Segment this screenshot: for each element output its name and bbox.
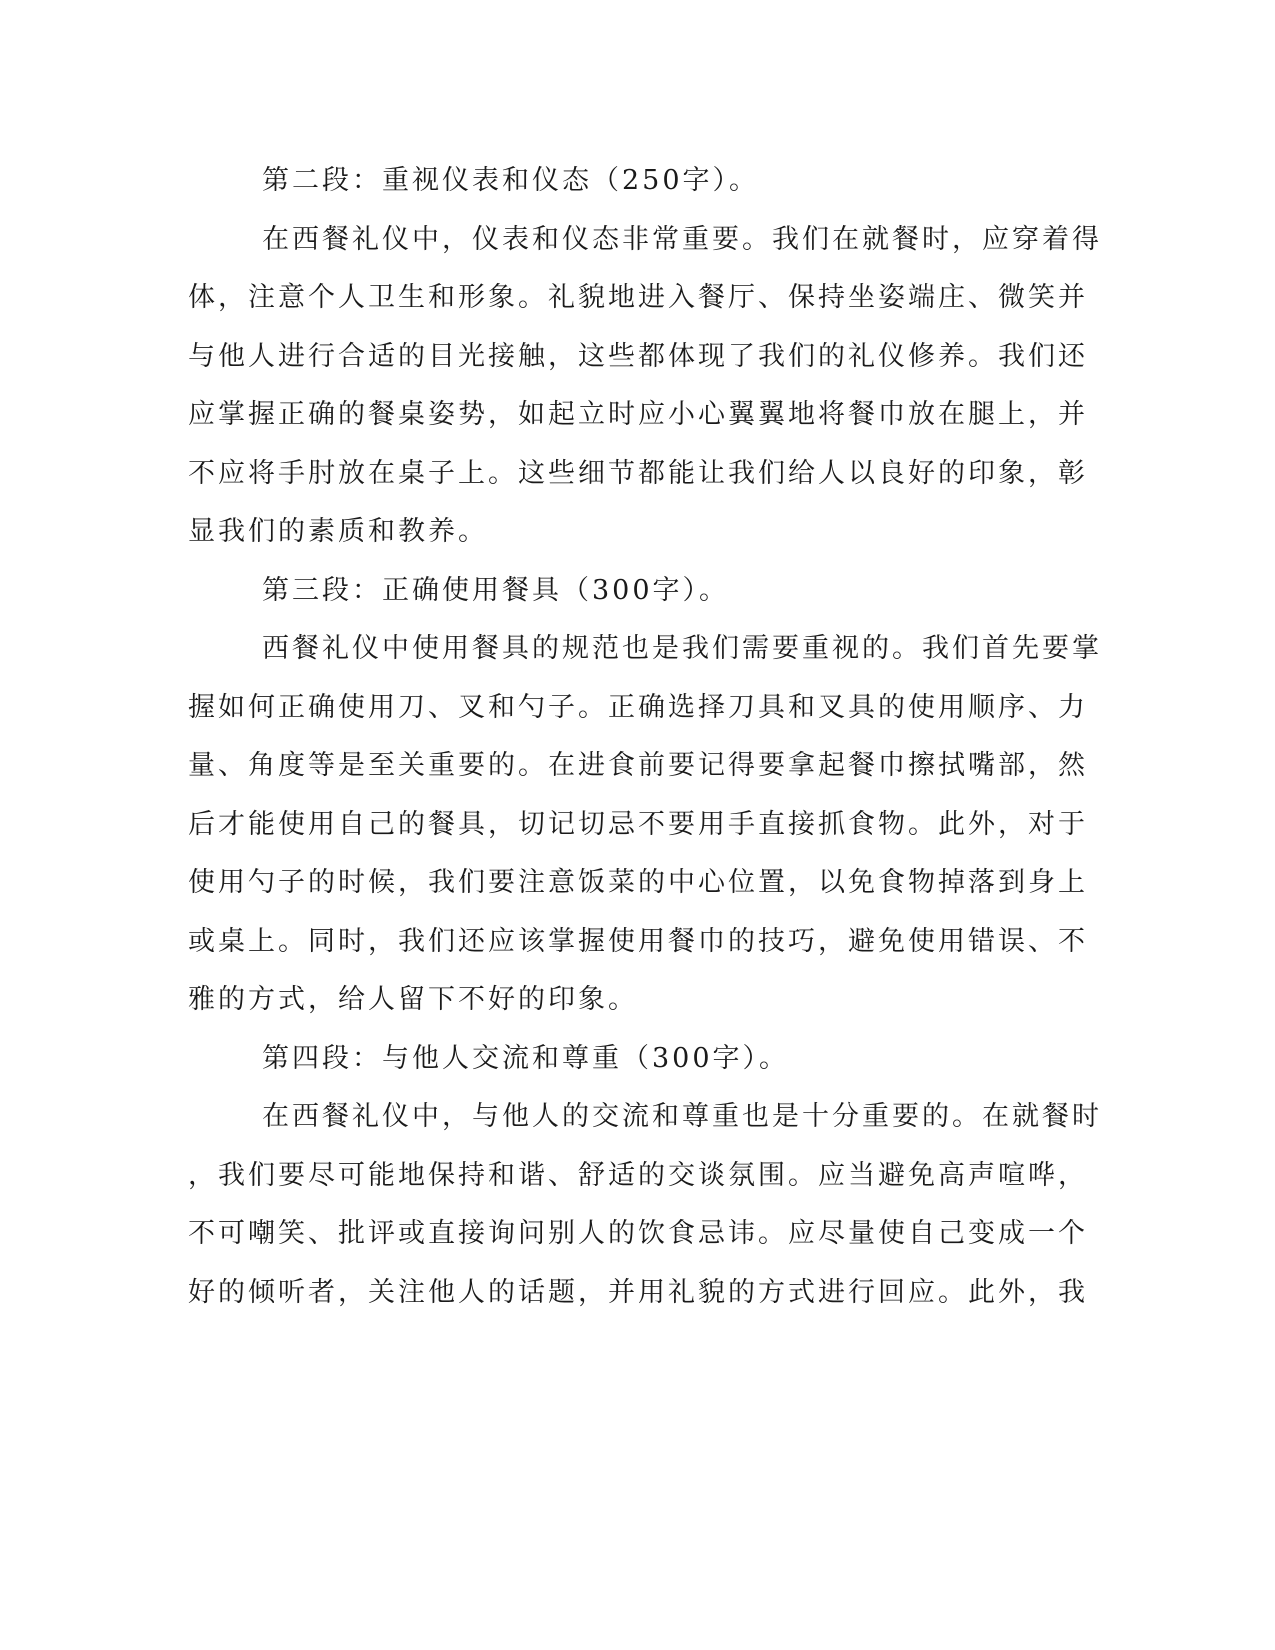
paragraph-line: 使用勺子的时候，我们要注意饭菜的中心位置，以免食物掉落到身上 <box>188 867 1088 898</box>
paragraph-line: 在西餐礼仪中，仪表和仪态非常重要。我们在就餐时，应穿着得 <box>262 224 1102 255</box>
paragraph-line: 应掌握正确的餐桌姿势，如起立时应小心翼翼地将餐巾放在腿上，并 <box>188 399 1088 430</box>
paragraph-line: 后才能使用自己的餐具，切记切忌不要用手直接抓食物。此外，对于 <box>188 809 1088 840</box>
section-heading-4: 第四段：与他人交流和尊重（300字）。 <box>262 1043 790 1074</box>
paragraph-line: 与他人进行合适的目光接触，这些都体现了我们的礼仪修养。我们还 <box>188 341 1088 372</box>
paragraph-line: 量、角度等是至关重要的。在进食前要记得要拿起餐巾擦拭嘴部，然 <box>188 750 1088 781</box>
paragraph-line: 体，注意个人卫生和形象。礼貌地进入餐厅、保持坐姿端庄、微笑并 <box>188 282 1088 313</box>
paragraph-line: 握如何正确使用刀、叉和勺子。正确选择刀具和叉具的使用顺序、力 <box>188 692 1088 723</box>
paragraph-line: 好的倾听者，关注他人的话题，并用礼貌的方式进行回应。此外，我 <box>188 1277 1088 1308</box>
paragraph-line: 不应将手肘放在桌子上。这些细节都能让我们给人以良好的印象，彰 <box>188 458 1088 489</box>
section-heading-3: 第三段：正确使用餐具（300字）。 <box>262 575 730 606</box>
paragraph-line: 雅的方式，给人留下不好的印象。 <box>188 984 638 1015</box>
paragraph-line: 在西餐礼仪中，与他人的交流和尊重也是十分重要的。在就餐时 <box>262 1101 1102 1132</box>
paragraph-line: 显我们的素质和教养。 <box>188 516 488 547</box>
section-heading-2: 第二段：重视仪表和仪态（250字）。 <box>262 165 760 196</box>
paragraph-line: 不可嘲笑、批评或直接询问别人的饮食忌讳。应尽量使自己变成一个 <box>188 1218 1088 1249</box>
paragraph-line: 或桌上。同时，我们还应该掌握使用餐巾的技巧，避免使用错误、不 <box>188 926 1088 957</box>
paragraph-line: 西餐礼仪中使用餐具的规范也是我们需要重视的。我们首先要掌 <box>262 633 1102 664</box>
paragraph-line: ，我们要尽可能地保持和谐、舒适的交谈氛围。应当避免高声喧哗， <box>188 1160 1088 1191</box>
